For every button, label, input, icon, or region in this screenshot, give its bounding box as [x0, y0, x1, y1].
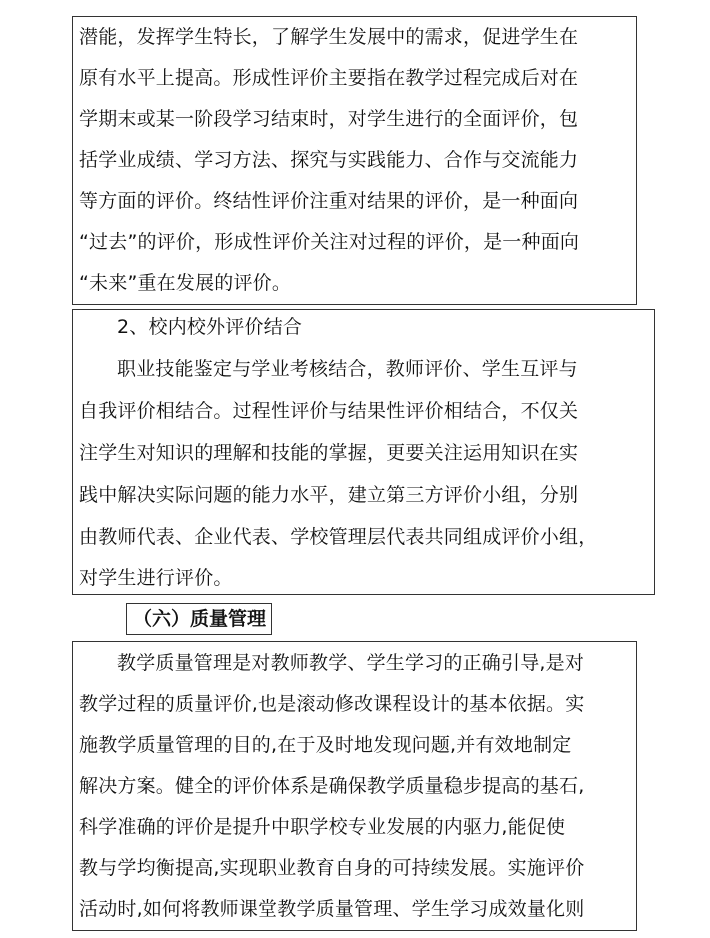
subsection-title: 2、校内校外评价结合 [117, 316, 303, 338]
paragraph-line: 自我评价相结合。过程性评价与结果性评价相结合，不仅关 [79, 400, 579, 422]
paragraph-line: 由教师代表、企业代表、学校管理层代表共同组成评价小组， [79, 526, 598, 548]
paragraph-line: 注学生对知识的理解和技能的掌握，更要关注运用知识在实 [79, 442, 579, 464]
paragraph-line: 等方面的评价。终结性评价注重对结果的评价，是一种面向 [79, 190, 579, 212]
text-block-evaluation-types [72, 16, 637, 305]
paragraph-line: 职业技能鉴定与学业考核结合，教师评价、学生互评与 [117, 358, 578, 380]
paragraph-line: 教学质量管理是对教师教学、学生学习的正确引导,是对 [117, 652, 585, 674]
paragraph-line: 对学生进行评价。 [79, 567, 233, 589]
paragraph-line: “未来”重在发展的评价。 [79, 272, 292, 294]
paragraph-line: 施教学质量管理的目的,在于及时地发现问题,并有效地制定 [79, 734, 572, 756]
text-block-internal-external-evaluation [72, 309, 655, 595]
paragraph-line: 科学准确的评价是提升中职学校专业发展的内驱力,能促使 [79, 816, 566, 838]
paragraph-line: 学期末或某一阶段学习结束时，对学生进行的全面评价，包 [79, 108, 579, 130]
paragraph-line: 潜能，发挥学生特长，了解学生发展中的需求，促进学生在 [79, 26, 579, 48]
paragraph-line: 解决方案。健全的评价体系是确保教学质量稳步提高的基石, [79, 775, 585, 797]
text-block-quality-management [72, 641, 637, 931]
paragraph-line: 践中解决实际问题的能力水平，建立第三方评价小组，分别 [79, 484, 579, 506]
section-heading: （六）质量管理 [133, 608, 267, 630]
paragraph-line: 原有水平上提高。形成性评价主要指在教学过程完成后对在 [79, 67, 579, 89]
paragraph-line: 教学过程的质量评价,也是滚动修改课程设计的基本依据。实 [79, 693, 585, 715]
paragraph-line: “过去”的评价，形成性评价关注对过程的评价，是一种面向 [79, 231, 580, 253]
paragraph-line: 活动时,如何将教师课堂教学质量管理、学生学习成效量化则 [79, 898, 585, 920]
paragraph-line: 教与学均衡提高,实现职业教育自身的可持续发展。实施评价 [79, 857, 585, 879]
section-heading-box [126, 603, 272, 635]
paragraph-line: 括学业成绩、学习方法、探究与实践能力、合作与交流能力 [79, 149, 579, 171]
